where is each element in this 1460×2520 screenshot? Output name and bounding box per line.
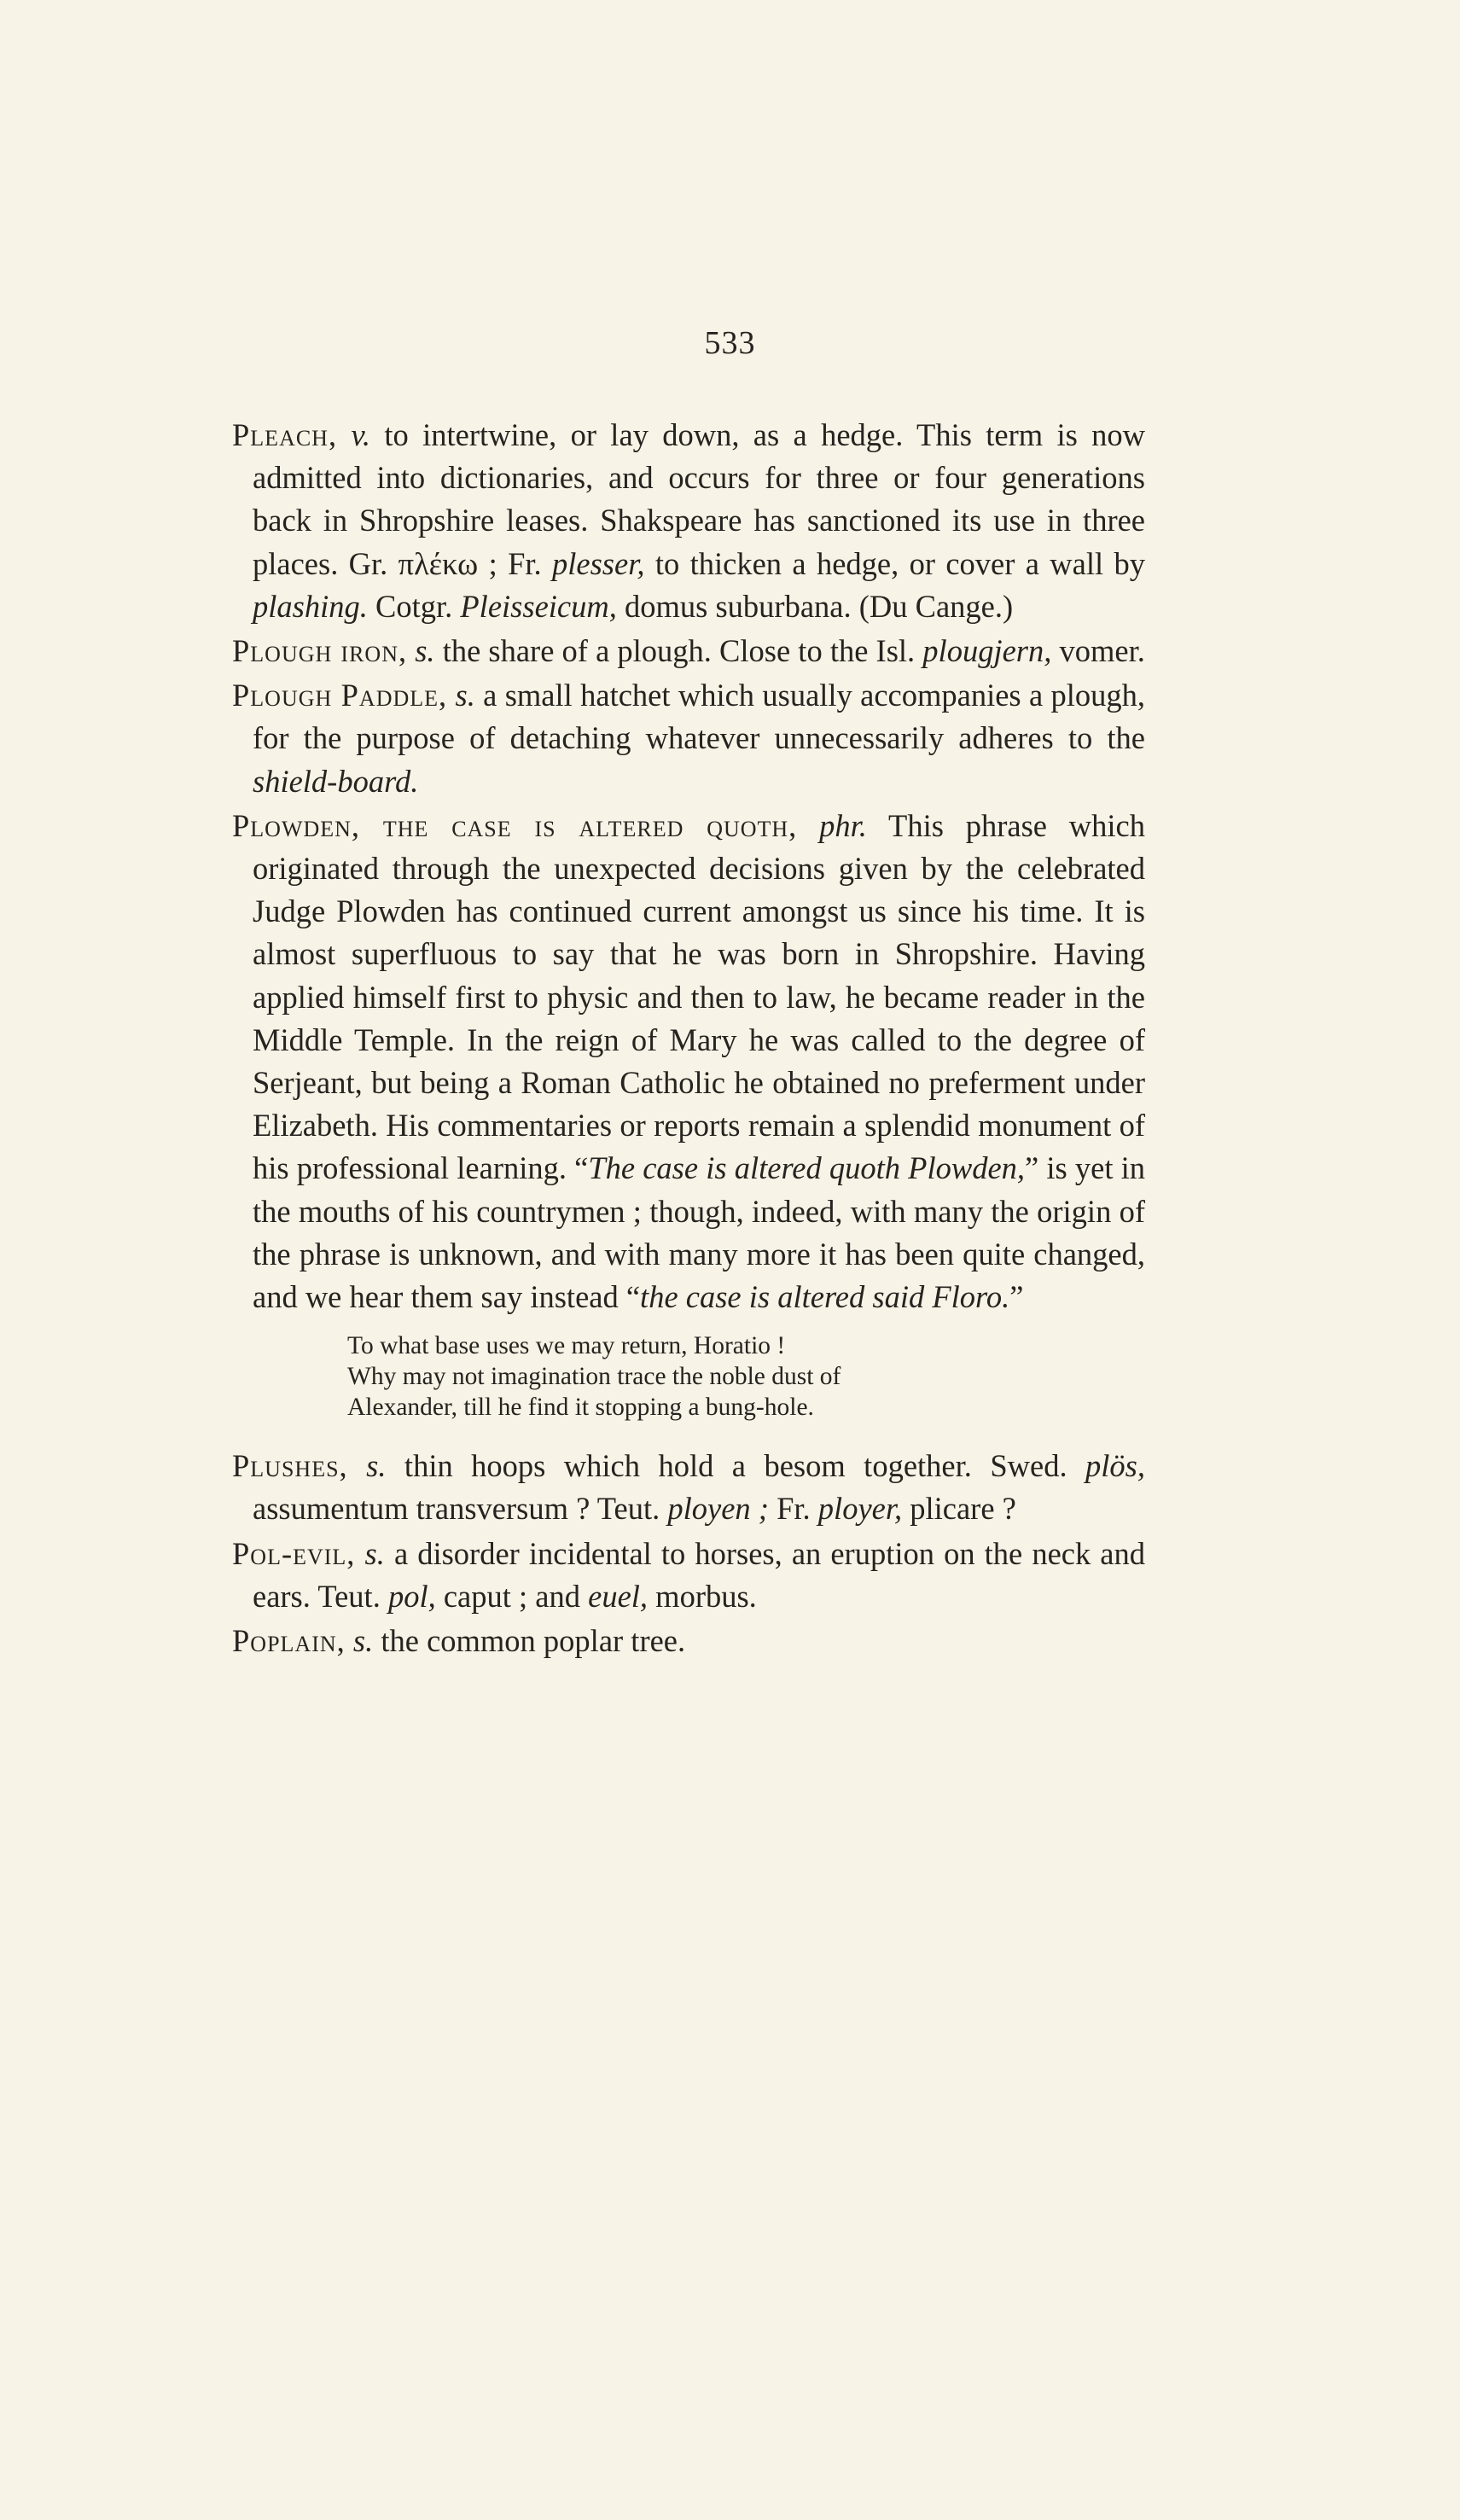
definition-text: to intertwine, or lay down, as a hedge. This term is now admitted into dictionaries, and occurs for three or four generations back in Shropshire leases. Shakspeare has sanctioned its use in three places. Gr. πλέκω ; Fr. — [253, 417, 1146, 581]
definition-text: ” is yet in the mouths of his countrymen ; though, indeed, with many the origin of the phrase is unknown, and with many more it has been quite changed, and we hear them say instead “ — [253, 1150, 1146, 1315]
part-of-speech: v. — [351, 417, 371, 452]
entry-poplain — [232, 1620, 1145, 1662]
definition-text: thin hoops which hold a besom together. Swed. — [404, 1448, 1067, 1484]
italic-term: plös, — [1085, 1448, 1146, 1484]
italic-term: plesser, — [552, 545, 645, 581]
entry-pleach — [232, 414, 1145, 628]
definition-text: This phrase which originated through the unexpected decisions given by the celebrated Judge Plowden has continued current amongst us since his time. It is almost superfluous to say that he was born in Shropshire. Having applied himself first to physic and then to law, he became reader in the Middle Temple. In the reign of Mary he was called to the degree of Serjeant, but being a Roman Catholic he obtained no preferment under Elizabeth. His commentaries or reports remain a splendid monument of his professional learning. “ — [253, 807, 1145, 1186]
dictionary-entries — [232, 414, 1145, 1664]
definition-text: plicare ? — [910, 1491, 1016, 1527]
italic-term: ployer, — [817, 1491, 903, 1527]
headword: Plushes, — [232, 1448, 348, 1484]
headword: Plowden, the case is altered quoth, — [232, 807, 798, 843]
quotation-line: Why may not imagination trace the noble dust of — [347, 1363, 841, 1391]
quotation-line: To what base uses we may return, Horatio ! — [347, 1332, 786, 1360]
definition-text: the share of a plough. Close to the Isl. — [442, 633, 916, 669]
italic-term: euel, — [588, 1578, 649, 1614]
definition-text: Fr. — [777, 1491, 811, 1527]
part-of-speech: phr. — [819, 807, 867, 843]
entry-plushes — [232, 1445, 1145, 1530]
italic-term: The case is altered quoth Plowden, — [588, 1150, 1026, 1186]
definition-text: caput ; and — [443, 1578, 580, 1614]
definition-text: domus suburbana. (Du Cange.) — [624, 588, 1014, 624]
part-of-speech: s. — [352, 1623, 374, 1659]
quotation-block — [347, 1330, 1145, 1423]
headword: Pol-evil, — [232, 1535, 356, 1571]
italic-term: shield-board. — [253, 763, 419, 799]
italic-term: plashing. — [253, 588, 368, 624]
italic-term: the case is altered said Floro. — [640, 1279, 1010, 1315]
definition-text: vomer. — [1059, 633, 1145, 669]
definition-text: assumentum transversum ? Teut. — [253, 1491, 660, 1527]
part-of-speech: s. — [366, 1448, 387, 1484]
definition-text: Cotgr. — [375, 588, 453, 624]
definition-text: a disorder incidental to horses, an eruption on the neck and ears. Teut. — [253, 1535, 1145, 1614]
definition-text: ” — [1009, 1279, 1024, 1315]
definition-text: the common poplar tree. — [381, 1623, 686, 1659]
italic-term: plougjern, — [922, 633, 1052, 669]
entry-plough-iron — [232, 630, 1145, 672]
headword: Poplain, — [232, 1623, 346, 1659]
part-of-speech: s. — [364, 1535, 385, 1571]
quotation-line: Alexander, till he find it stopping a bung-hole. — [347, 1394, 814, 1422]
entry-pol-evil — [232, 1533, 1145, 1618]
entry-plowden — [232, 805, 1145, 1318]
headword: Pleach, — [232, 417, 338, 452]
definition-text: morbus. — [655, 1578, 757, 1614]
definition-text: to thicken a hedge, or cover a wall by — [654, 545, 1146, 581]
part-of-speech: s. — [455, 678, 475, 713]
entry-plough-paddle — [232, 674, 1145, 803]
part-of-speech: s. — [415, 633, 435, 669]
italic-term: Pleisseicum, — [460, 588, 617, 624]
page-number: 533 — [704, 325, 756, 361]
headword: Plough iron, — [232, 633, 408, 669]
headword: Plough Paddle, — [232, 678, 448, 713]
italic-term: pol, — [387, 1578, 436, 1614]
italic-term: ployen ; — [667, 1491, 769, 1527]
definition-text: a small hatchet which usually accompanies a plough, for the purpose of detaching whatever unnecessarily adheres to the — [253, 678, 1146, 756]
